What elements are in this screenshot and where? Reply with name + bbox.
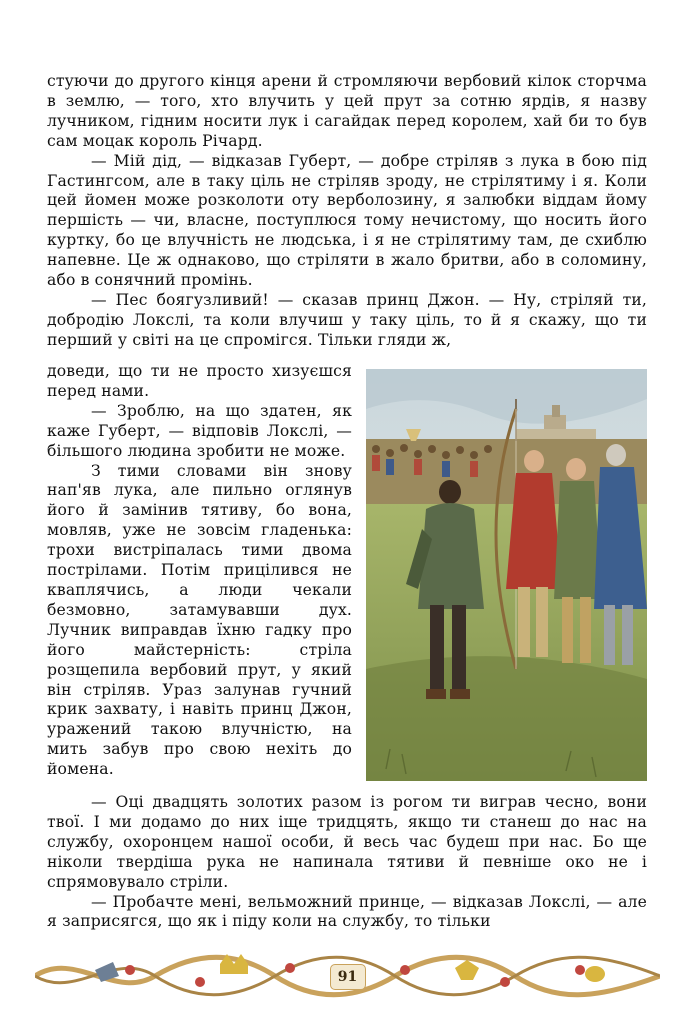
paragraph-prince-john: — Пес боягузливий! — сказав принц Джон. — Ну, стріляй ти, добродію Локслі, та коли влучиш у таку ціль, то й я скажу, що ти перший у світі на це спромігся. Тільки гляди ж, [47, 290, 647, 349]
decorative-footer-border [35, 940, 660, 1002]
paragraph-prove-it: доведи, що ти не просто хизуєшся перед нами. [47, 362, 352, 400]
bottom-text-block [47, 793, 647, 932]
archery-illustration [366, 369, 647, 781]
top-text-block [47, 72, 647, 351]
paragraph-hubert-reply: — Мій дід, — відказав Губерт, — добре стріляв з лука в бою під Гастингсом, але в таку ціль не стріляв зроду, не стрілятиму і я. Коли цей йомен може розколоти оту верболозину, я залюбки віддам йому першість — чи, власне, поступлюся тому нечистому, що носить його куртку, бо це влучність не людська, і я не стрілятиму там, де схиблю напевне. Це ж однаково, що стріляти в жало бритви, або в соломину, або в сонячний промінь. [47, 151, 647, 290]
paragraph-continuation: стуючи до другого кінця арени й стромляючи вербовий кілок сторчма в землю, — того, хто влучить у цей прут за сотню ярдів, я назву лучником, гідним носити лук і сагайдак перед королем, хай би то був сам моцак король Річард. [47, 72, 647, 150]
paragraph-the-shot: З тими словами він знову нап'яв лука, але пильно оглянув його й замінив тятиву, бо вона, мовляв, уже не зовсім гладенька: трохи вистріпалась тими двома пострілами. Потім прицілився не кваплячись, а люди чекали безмовно, затамувавши дух. Лучник виправдав їхню гадку про його майстерність: стріла розщепила вербовий прут, у який він стріляв. Ураз залунав гучний крик захвату, і навіть принц Джон, уражений такою влучністю, на мить забув про свою нехіть до йомена. [47, 461, 352, 779]
page-number: 91 [330, 964, 366, 990]
left-text-column [47, 362, 352, 780]
paragraph-locksley-reply: — Зроблю, на що здатен, як каже Губерт, — відповів Локслі, — більшого людина зробити не може. [47, 401, 352, 460]
paragraph-locksley-declines: — Пробачте мені, вельможний принце, — відказав Локслі, — але я заприсягся, що як і піду коли на службу, то тільки [47, 892, 647, 931]
paragraph-prince-offer: — Оці двадцять золотих разом із рогом ти виграв чесно, вони твої. І ми додамо до них іще тридцять, якщо ти станеш до нас на службу, охоронцем нашої особи, й весь час будеш при нас. Бо ще ніколи твердіша рука не напинала тятиви й певніше око не і спрямовувало стріли. [47, 793, 647, 891]
